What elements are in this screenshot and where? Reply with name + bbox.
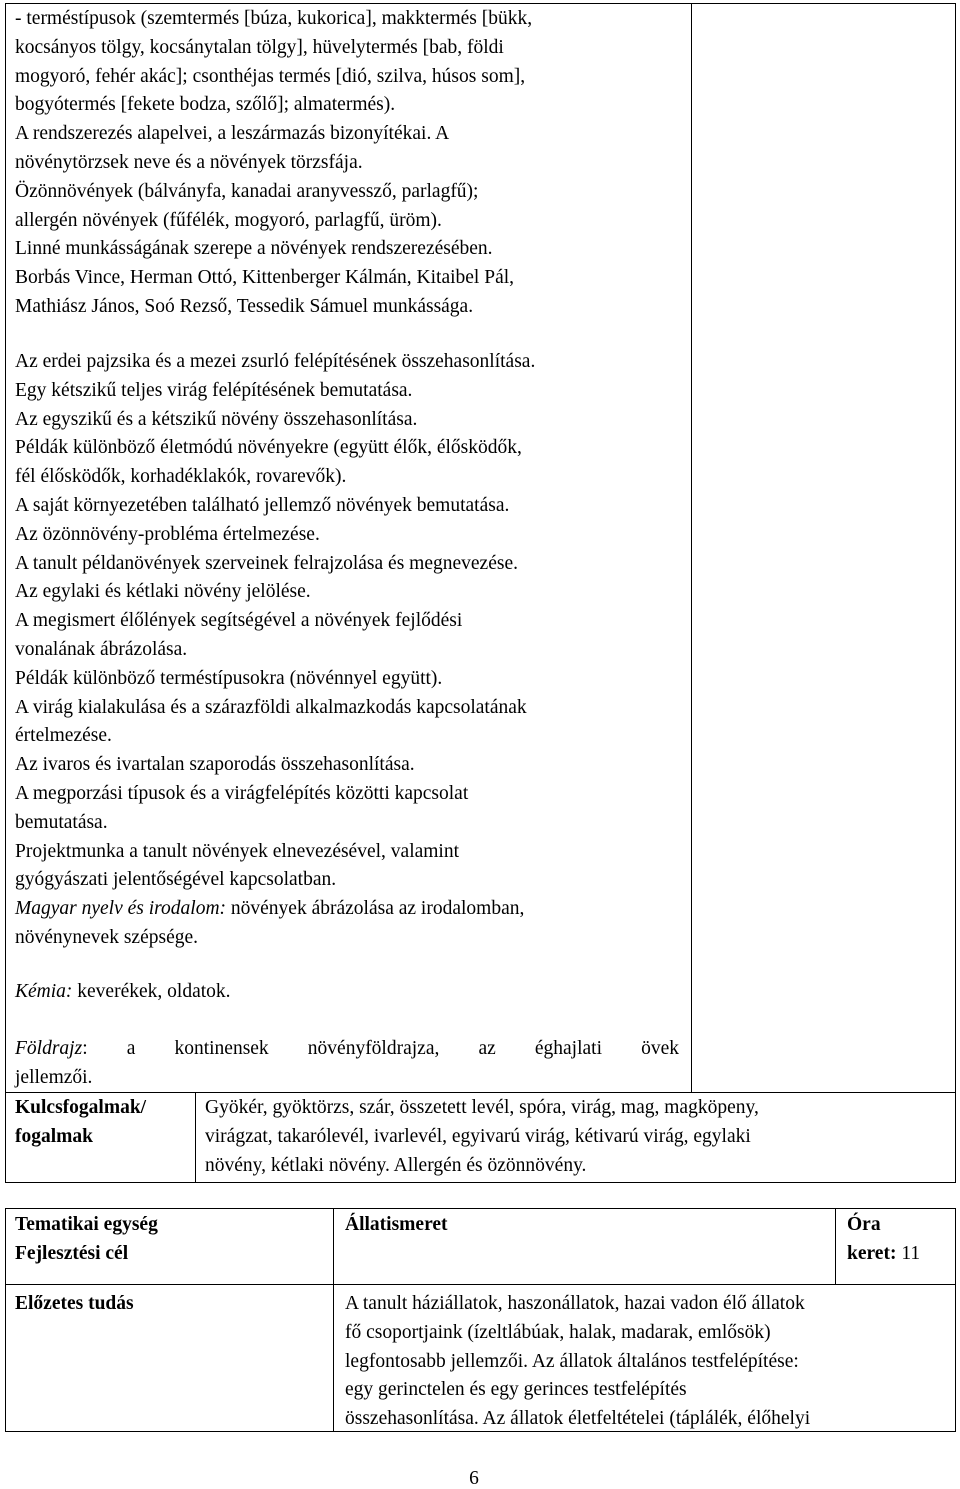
prior-knowledge-text [345,1290,950,1434]
cross-foldrajz-label: Földrajz [15,1038,83,1059]
cross-kemia-text: keverékek, oldatok. [72,981,231,1002]
prior-line: A tanult háziállatok, haszonállatok, hazai vadon élő állatok [345,1293,805,1314]
unit-title: Állatismeret [345,1214,448,1235]
activity-line: Az egyszikű és a kétszikű növény összehasonlítása. [15,408,418,430]
activity-line: Az erdei pajzsika és a mezei zsurló felépítésének összehasonlítása. [15,351,536,372]
content-line: Özönnövények (bálványfa, kanadai aranyvessző, parlagfű); [15,180,479,202]
table-border-right [955,3,956,1183]
activity-line: A virág kialakulása és a szárazföldi alkalmazkodás kapcsolatának [15,696,527,718]
activity-line: A saját környezetében található jellemző növények bemutatása. [15,494,510,516]
unit-table-mid [333,1208,334,1432]
content-line: Linné munkásságának szerepe a növények rendszerezésében. [15,238,493,260]
table-border-left [5,3,6,1183]
cross-magyar-line2: növénynevek szépsége. [15,926,199,948]
activity-line: értelmezése. [15,725,112,747]
hours-frame [847,1211,953,1269]
key-concepts-list [205,1094,950,1180]
activity-line: fél élősködők, korhadéklakók, rovarevők). [15,466,347,488]
table-border-mid [691,3,692,1092]
activity-line: Az ivaros és ivartalan szaporodás összehasonlítása. [15,754,415,776]
concepts-line: Gyökér, gyöktörzs, szár, összetett levél, spóra, virág, mag, magköpeny, [205,1097,759,1118]
unit-table-right [955,1208,956,1432]
cross-foldrajz-line2: jellemzői. [15,1066,93,1088]
content-line: - terméstípusok (szemtermés [búza, kukorica], makktermés [bükk, [15,8,533,29]
concepts-line: virágzat, takarólevél, ivarlevél, egyivarú virág, kétivarú virág, egylaki [205,1125,751,1147]
activities-block [15,348,685,953]
prior-knowledge-label: Előzetes tudás [15,1293,134,1314]
content-line: A rendszerezés alapelvei, a leszármazás bizonyítékai. A [15,123,450,145]
cross-curricular-magyar [15,895,685,924]
prior-line: fő csoportjaink (ízeltlábúak, halak, madarak, emlősök) [345,1321,771,1343]
prior-line: legfontosabb jellemzői. Az állatok általános testfelépítése: [345,1350,799,1372]
page-number: 6 [469,1468,479,1489]
cross-curricular-foldrajz [15,1035,679,1093]
prior-line: összehasonlítása. Az állatok életfeltételei (táplálék, élőhelyi [345,1408,811,1430]
activity-line: gyógyászati jelentőségével kapcsolatban. [15,869,337,891]
hours-label: keret: [847,1242,897,1264]
cross-kemia-label: Kémia: [15,981,73,1002]
content-line: Borbás Vince, Herman Ottó, Kittenberger Kálmán, Kitaibel Pál, [15,267,515,289]
unit-table-row-divider [5,1284,956,1285]
hours-value: 11 [896,1242,921,1264]
content-line: Mathiász János, Soó Rezső, Tessedik Sámuel munkássága. [15,295,474,317]
content-line: növénytörzsek neve és a növények törzsfája. [15,151,363,173]
activity-line: bemutatása. [15,811,108,833]
cross-foldrajz-line1 [15,1035,679,1064]
table-border-top [5,3,956,4]
unit-label: Tematikai egység Fejlesztési cél [15,1214,158,1264]
activity-line: Az egylaki és kétlaki növény jelölése. [15,581,311,603]
cross-foldrajz-text: : a kontinensek növényföldrajza, az éghajlati övek [82,1038,679,1059]
unit-table-top [5,1208,956,1209]
activity-line: Példák különböző életmódú növényekre (együtt élők, élősködők, [15,437,522,459]
activity-line: Projektmunka a tanult növények elnevezésével, valamint [15,840,460,862]
hours-label-line1: Óra [847,1214,881,1235]
activity-line: Az özönnövény-probléma értelmezése. [15,523,320,545]
unit-table-hours-divider [835,1208,836,1285]
table-border-bottom [5,1182,956,1183]
activity-line: Egy kétszikű teljes virág felépítésének bemutatása. [15,379,413,401]
content-line: bogyótermés [fekete bodza, szőlő]; almatermés). [15,94,396,116]
activity-line: A megismert élőlények segítségével a növények fejlődési [15,610,463,632]
concepts-divider [195,1092,196,1183]
content-line: kocsányos tölgy, kocsánytalan tölgy], hüvelytermés [bab, földi [15,36,504,58]
content-line: allergén növények (fűfélék, mogyoró, parlagfű, üröm). [15,209,442,231]
concepts-line: növény, kétlaki növény. Allergén és özönnövény. [205,1154,587,1176]
cross-magyar-label: Magyar nyelv és irodalom: [15,898,227,920]
top-cell-content [15,5,685,322]
cross-curricular-kemia [15,978,685,1007]
activity-line: vonalának ábrázolása. [15,638,188,660]
key-concepts-label: Kulcsfogalmak/ fogalmak [15,1097,147,1147]
content-line: mogyoró, fehér akác]; csonthéjas termés [dió, szilva, húsos som], [15,65,526,87]
activity-line: A tanult példanövények szerveinek felrajzolása és megnevezése. [15,552,518,574]
cross-magyar-text: növények ábrázolása az irodalomban, [226,898,525,920]
unit-table-left [5,1208,6,1432]
activity-line: Példák különböző terméstípusokra (növénnyel együtt). [15,667,443,689]
activity-line: A megporzási típusok és a virágfelépítés közötti kapcsolat [15,782,469,804]
prior-line: egy gerinctelen és egy gerinces testfelépítés [345,1379,687,1401]
